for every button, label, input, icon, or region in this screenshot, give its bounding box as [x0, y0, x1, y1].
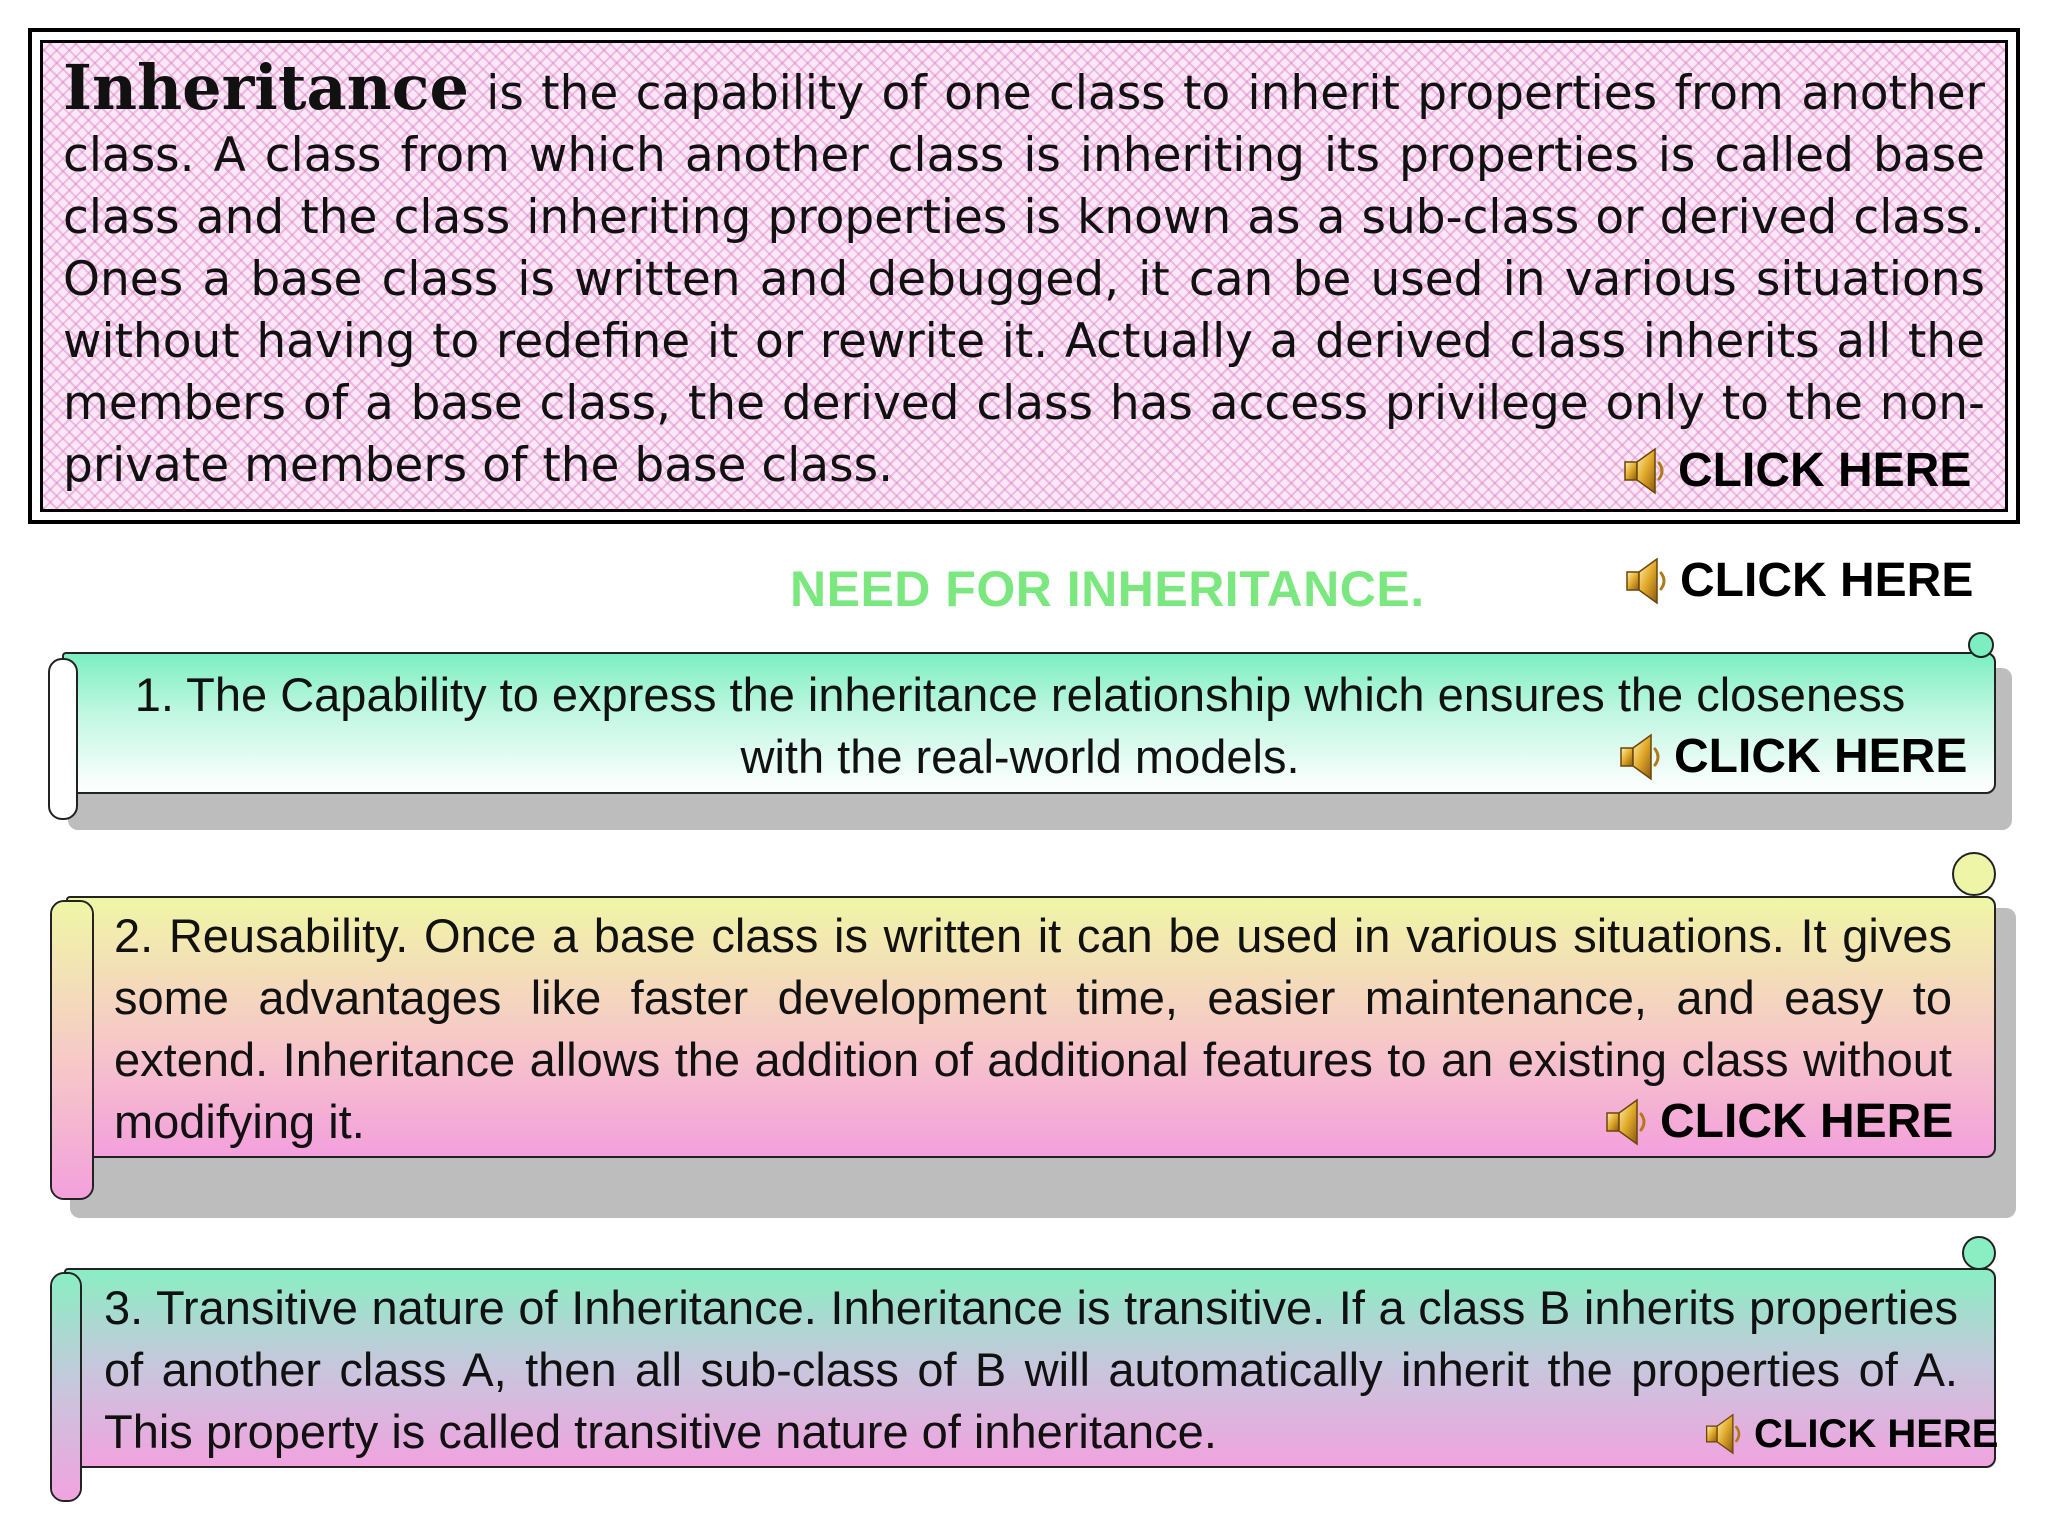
point-2-click-button[interactable]: [1604, 1094, 1953, 1149]
scroll-left-roll: [48, 658, 78, 820]
definition-text: [63, 51, 1985, 497]
need-heading: NEED FOR INHERITANCE.: [790, 561, 1425, 617]
click-label: CLICK HERE: [1674, 730, 1968, 783]
click-label: CLICK HERE: [1678, 444, 1972, 497]
point-1-text: 1. The Capability to express the inheritance relationship which ensures the closeness with the real-world models.: [134, 668, 1906, 783]
scroll-right-curl: [1962, 1236, 1996, 1270]
speaker-icon: [1604, 1095, 1652, 1149]
scroll-left-roll: [50, 900, 94, 1200]
definition-body: is the capability of one class to inherit properties from another class. A class from which another class is inheriting its properties is called base class and the class inheriting properties is known as a sub-class or derived class. Ones a base class is written and debugged, it can be used in various situations without having to redefine it or rewrite it. Actually a derived class inherits all the members of a base class, the derived class has access privilege only to the non-private members of the base class.: [63, 66, 1985, 493]
click-label: CLICK HERE: [1754, 1411, 1999, 1456]
need-click-button[interactable]: [1624, 553, 1973, 608]
scroll-right-curl: [1952, 852, 1996, 896]
point-2-text: 2. Reusability. Once a base class is written it can be used in various situations. It gives some advantages like faster development time, easier maintenance, and easy to extend. Inheritance allows the addition of additional features to an existing class without modifying it.: [114, 909, 1952, 1148]
definition-click-button[interactable]: [1622, 443, 1971, 498]
speaker-icon: [1622, 444, 1670, 498]
speaker-icon: [1624, 554, 1672, 608]
speaker-icon: [1618, 730, 1666, 784]
scroll-left-roll: [50, 1272, 82, 1502]
point-1-click-button[interactable]: [1618, 729, 1967, 784]
click-label: CLICK HERE: [1680, 554, 1974, 607]
point-3-text: 3. Transitive nature of Inheritance. Inheritance is transitive. If a class B inherits properties of another class A, then all sub-class of B will automatically inherit the properties of A. This property is called transitive nature of inheritance.: [104, 1281, 1958, 1458]
scroll-right-curl: [1968, 632, 1994, 658]
point-3-click-button[interactable]: [1704, 1410, 1998, 1458]
definition-panel: [40, 40, 2008, 512]
definition-term: Inheritance: [63, 51, 469, 124]
speaker-icon: [1704, 1410, 1746, 1458]
click-label: CLICK HERE: [1660, 1095, 1954, 1148]
